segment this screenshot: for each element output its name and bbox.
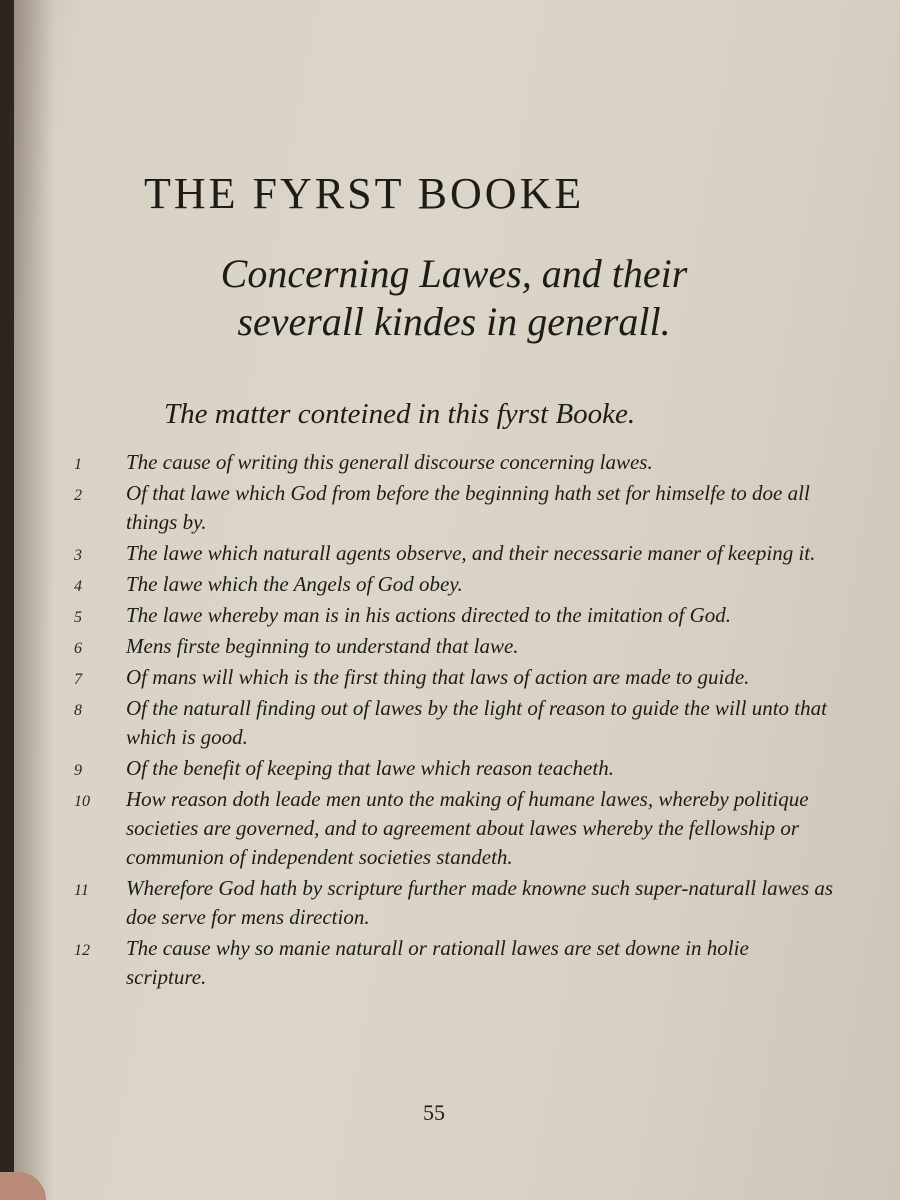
entry-number: 7 <box>74 671 82 688</box>
entry-text: Of the naturall finding out of lawes by the light of reason to guide the will unto that which is good. <box>126 696 827 749</box>
gutter-shadow <box>14 0 54 1200</box>
book-subtitle <box>144 250 764 346</box>
entry-number: 9 <box>74 762 82 779</box>
entry-number: 6 <box>74 640 82 657</box>
entry-text: Of the benefit of keeping that lawe which reason teacheth. <box>126 756 614 780</box>
entry-number: 3 <box>74 547 82 564</box>
entry-text: Of that lawe which God from before the beginning hath set for himselfe to doe all things by. <box>126 481 810 534</box>
entry-number: 12 <box>74 942 90 959</box>
entry-text: Of mans will which is the first thing that laws of action are made to guide. <box>126 665 750 689</box>
contents-entry <box>74 632 834 661</box>
book-page <box>14 0 900 1200</box>
entry-number: 2 <box>74 487 82 504</box>
contents-entry <box>74 601 834 630</box>
book-heading: THE FYRST BOOKE <box>144 169 585 218</box>
contents-entry <box>74 570 834 599</box>
entry-number: 4 <box>74 578 82 595</box>
page-number: 55 <box>423 1100 445 1125</box>
entry-text: Wherefore God hath by scripture further made knowne such super-naturall lawes as doe serve for mens direction. <box>126 876 834 929</box>
contents-entry <box>74 785 834 872</box>
subtitle-line-1: Concerning Lawes, and their <box>220 251 688 296</box>
entry-text: The cause of writing this generall discourse concerning lawes. <box>126 450 653 474</box>
contents-entry <box>74 754 834 783</box>
subtitle-line-2: severall kindes in generall. <box>237 299 671 344</box>
entry-number: 8 <box>74 702 82 719</box>
entry-text: The cause why so manie naturall or rationall lawes are set downe in holie scripture. <box>126 936 749 989</box>
contents-entry <box>74 448 834 477</box>
entry-number: 11 <box>74 882 89 899</box>
entry-text: The lawe which naturall agents observe, and their necessarie maner of keeping it. <box>126 541 816 565</box>
entry-text: The lawe which the Angels of God obey. <box>126 572 463 596</box>
contents-entry <box>74 694 834 752</box>
contents-list <box>74 448 834 994</box>
entry-number: 10 <box>74 793 90 810</box>
contents-entry <box>74 539 834 568</box>
contents-title: The matter conteined in this fyrst Booke. <box>164 398 636 430</box>
entry-number: 1 <box>74 456 82 473</box>
contents-entry <box>74 874 834 932</box>
contents-entry <box>74 663 834 692</box>
entry-text: The lawe whereby man is in his actions directed to the imitation of God. <box>126 603 732 627</box>
contents-entry <box>74 934 834 992</box>
entry-text: Mens firste beginning to understand that lawe. <box>126 634 519 658</box>
entry-text: How reason doth leade men unto the making of humane lawes, whereby politique societies are governed, and to agreement about lawes whereby the fellowship or communion of independent societies standeth. <box>126 787 809 869</box>
entry-number: 5 <box>74 609 82 626</box>
contents-entry <box>74 479 834 537</box>
